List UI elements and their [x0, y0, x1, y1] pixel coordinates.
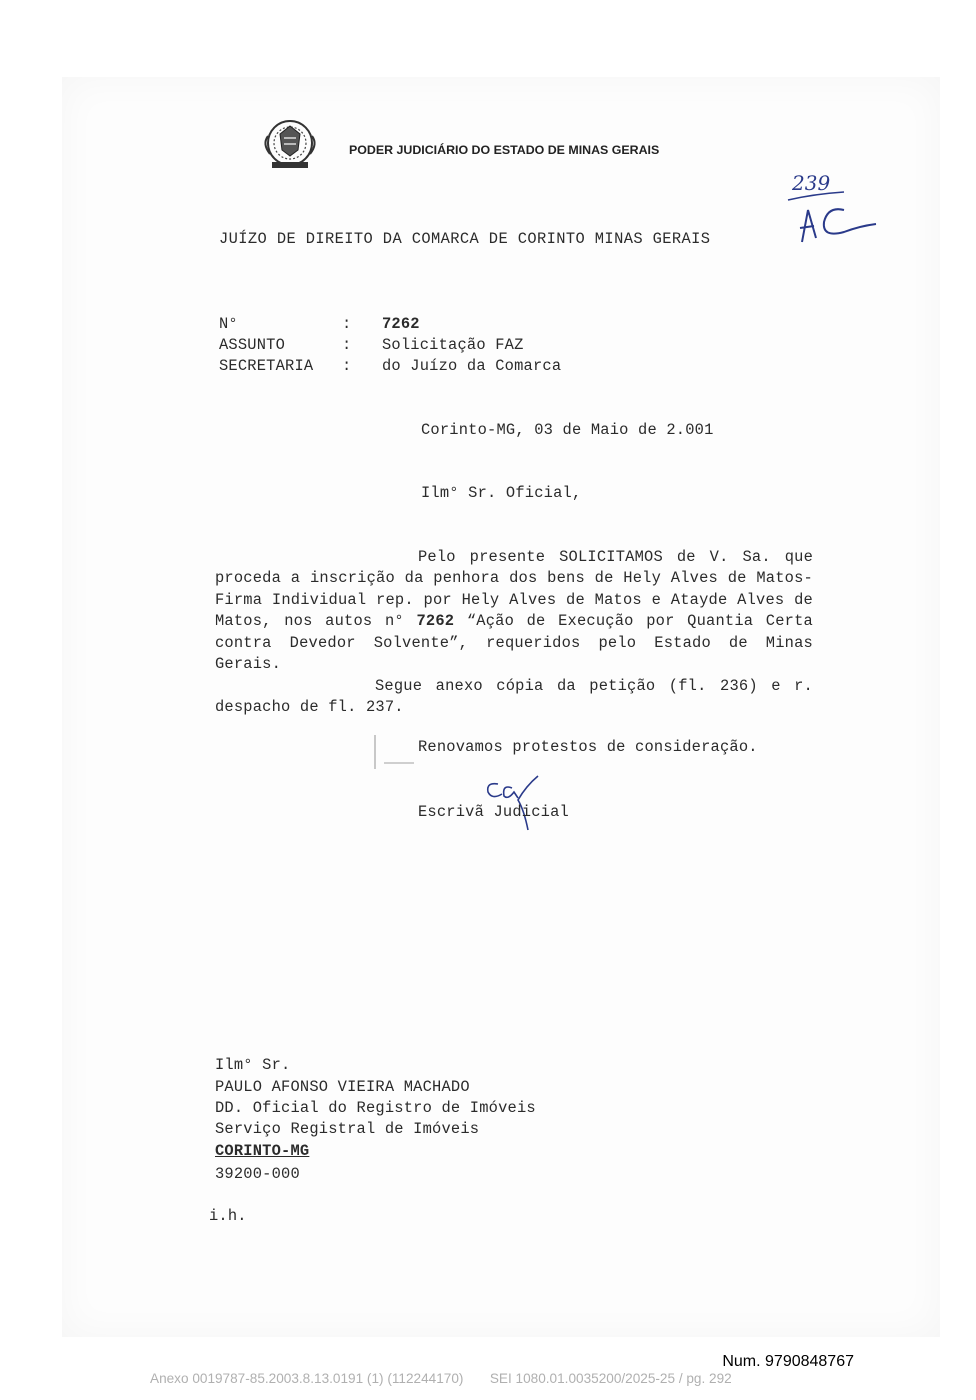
court-line: JUÍZO DE DIREITO DA COMARCA DE CORINTO MINAS GERAIS — [219, 230, 711, 248]
meta-colon: : — [342, 315, 352, 333]
body-paragraph-1 — [215, 547, 813, 675]
meta-value: Solicitação FAZ — [382, 336, 524, 354]
handwritten-signature — [478, 770, 548, 834]
meta-colon: : — [342, 357, 352, 375]
recipient-name: PAULO AFONSO VIEIRA MACHADO — [215, 1078, 470, 1096]
salutation: Ilm° Sr. Oficial, — [421, 484, 582, 502]
date-line: Corinto-MG, 03 de Maio de 2.001 — [421, 421, 714, 439]
document-number: Num. 9790848767 — [722, 1353, 854, 1370]
meta-label: ASSUNTO — [219, 336, 286, 354]
annex-footer: Anexo 0019787-85.2003.8.13.0191 (1) (112244170) SEI 1080.01.0035200/2025-25 / pg. 292 — [150, 1371, 732, 1386]
faded-stamp-mark — [384, 762, 414, 764]
initials-text: AC — [784, 166, 786, 167]
typist-initials: i.h. — [209, 1207, 247, 1225]
coat-of-arms-icon — [258, 116, 322, 174]
meta-colon: : — [342, 336, 352, 354]
meta-value: 7262 — [382, 315, 420, 333]
body-text: Pelo presente SOLICITAMOS de V. Sa. que proceda a inscrição da penhora dos bens de Hely Alves de Matos- Firma Individual rep. por Hely Alves de Matos e Atayde Alves de Matos, nos autos n° — [215, 548, 813, 631]
body-paragraph-2 — [215, 676, 813, 719]
closing-line: Renovamos protestos de consideração. — [418, 738, 758, 756]
recipient-office: Serviço Registral de Imóveis — [215, 1120, 480, 1138]
meta-value: do Juízo da Comarca — [382, 357, 562, 375]
page-number-text: 239 — [792, 171, 831, 195]
recipient-salutation: Ilm° Sr. — [215, 1056, 291, 1074]
body-text: Segue anexo cópia da petição (fl. 236) e r. despacho de fl. 237. — [215, 677, 813, 717]
body-text: “Ação de Execução por Quantia Certa contra Devedor Solvente”, requeridos pelo Estado de Minas Gerais. — [215, 612, 813, 674]
recipient-zip: 39200-000 — [215, 1165, 300, 1183]
institution-header: PODER JUDICIÁRIO DO ESTADO DE MINAS GERAIS — [349, 143, 660, 157]
meta-label: SECRETARIA — [219, 357, 314, 375]
meta-label: N° — [219, 315, 238, 333]
recipient-city: CORINTO-MG — [215, 1142, 310, 1160]
handwritten-page-number — [784, 166, 884, 248]
case-number: 7262 — [416, 612, 455, 631]
signature-title: Escrivã Judicial — [418, 803, 569, 821]
recipient-role: DD. Oficial do Registro de Imóveis — [215, 1099, 536, 1117]
